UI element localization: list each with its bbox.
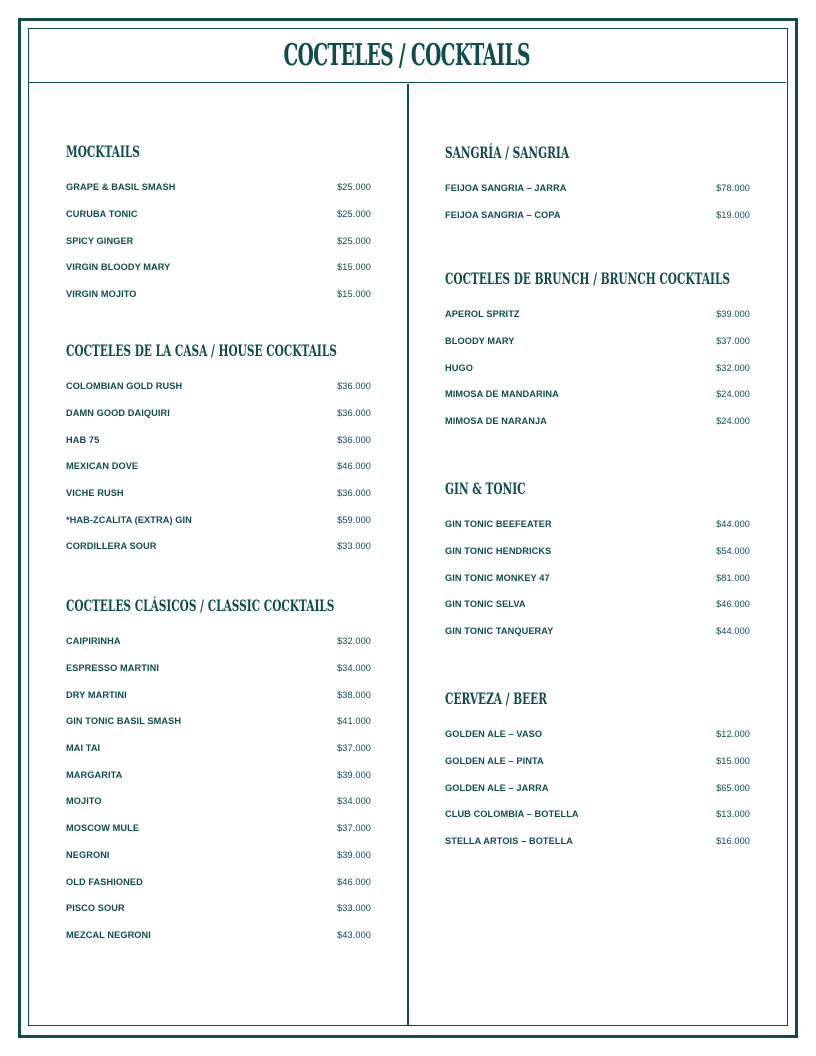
- menu-item: [445, 774, 750, 801]
- menu-item-price: $37.000: [716, 336, 750, 347]
- menu-item: [66, 628, 371, 655]
- menu-item-price: $37.000: [337, 743, 371, 754]
- menu-item-name: APEROL SPRITZ: [445, 309, 520, 320]
- menu-item: [66, 174, 371, 201]
- title-bar: [28, 28, 786, 83]
- menu-item-price: $24.000: [716, 389, 750, 400]
- section-title-gin-tonic: GIN & TONIC: [445, 479, 526, 498]
- menu-item-price: $54.000: [716, 546, 750, 557]
- menu-item-name: GIN TONIC HENDRICKS: [445, 546, 552, 557]
- menu-item-price: $81.000: [716, 572, 750, 583]
- menu-item-price: $33.000: [337, 903, 371, 914]
- menu-item-name: MAI TAI: [66, 743, 101, 754]
- item-list: [66, 373, 371, 560]
- menu-item-price: $65.000: [716, 782, 750, 793]
- menu-item: [66, 281, 371, 308]
- menu-item-name: MOJITO: [66, 796, 102, 807]
- menu-item: [66, 868, 371, 895]
- menu-item-name: MIMOSA DE NARANJA: [445, 416, 547, 427]
- menu-item-name: MARGARITA: [66, 769, 123, 780]
- section-title-beer: CERVEZA / BEER: [445, 689, 548, 708]
- menu-item-name: GIN TONIC MONKEY 47: [445, 572, 550, 583]
- menu-item-name: PISCO SOUR: [66, 903, 125, 914]
- menu-item-price: $19.000: [716, 210, 750, 221]
- menu-item: [445, 511, 750, 538]
- menu-item-price: $41.000: [337, 716, 371, 727]
- menu-item-price: $33.000: [337, 541, 371, 552]
- menu-item: [66, 201, 371, 228]
- menu-item-price: $15.000: [337, 262, 371, 273]
- menu-item-name: HAB 75: [66, 434, 100, 445]
- menu-item-name: ESPRESSO MARTINI: [66, 663, 159, 674]
- item-list: [445, 511, 750, 644]
- menu-item-price: $13.000: [716, 809, 750, 820]
- menu-item: [66, 373, 371, 400]
- menu-item: [66, 842, 371, 869]
- menu-item: [445, 618, 750, 645]
- menu-item: [66, 922, 371, 949]
- item-list: [445, 301, 750, 434]
- menu-item-price: $78.000: [716, 183, 750, 194]
- menu-item-price: $24.000: [716, 416, 750, 427]
- menu-item-name: VIRGIN MOJITO: [66, 289, 137, 300]
- menu-item: [445, 828, 750, 855]
- menu-item-name: GIN TONIC TANQUERAY: [445, 626, 554, 637]
- menu-item-price: $36.000: [337, 434, 371, 445]
- item-list: [66, 174, 371, 307]
- menu-item-name: DAMN GOOD DAIQUIRI: [66, 408, 170, 419]
- menu-item-price: $15.000: [337, 289, 371, 300]
- menu-item-name: HUGO: [445, 362, 473, 373]
- menu-item-price: $37.000: [337, 823, 371, 834]
- column-divider: [407, 84, 409, 1025]
- menu-item-name: GIN TONIC BASIL SMASH: [66, 716, 182, 727]
- menu-item-name: COLOMBIAN GOLD RUSH: [66, 381, 183, 392]
- menu-item-price: $34.000: [337, 796, 371, 807]
- section-beer: [445, 689, 750, 854]
- section-house-cocktails: [66, 341, 371, 560]
- menu-item-name: MOSCOW MULE: [66, 823, 140, 834]
- menu-item-price: $25.000: [337, 235, 371, 246]
- menu-item-price: $12.000: [716, 729, 750, 740]
- menu-item: [66, 480, 371, 507]
- menu-item-price: $25.000: [337, 209, 371, 220]
- menu-item-price: $36.000: [337, 488, 371, 499]
- menu-item-name: OLD FASHIONED: [66, 876, 143, 887]
- menu-item-name: NEGRONI: [66, 849, 110, 860]
- menu-item-name: CLUB COLOMBIA – BOTELLA: [445, 809, 579, 820]
- section-sangria: [445, 143, 750, 228]
- menu-item-price: $46.000: [337, 461, 371, 472]
- menu-item: [66, 681, 371, 708]
- menu-item: [66, 655, 371, 682]
- menu-item-name: GIN TONIC SELVA: [445, 599, 526, 610]
- menu-item: [66, 254, 371, 281]
- menu-item-name: CORDILLERA SOUR: [66, 541, 157, 552]
- menu-item-price: $16.000: [716, 836, 750, 847]
- menu-item: [445, 538, 750, 565]
- menu-item: [445, 591, 750, 618]
- menu-item: [445, 354, 750, 381]
- menu-item-name: CAIPIRINHA: [66, 636, 121, 647]
- section-classic-cocktails: [66, 596, 371, 948]
- item-list: [66, 628, 371, 948]
- section-title-mocktails: MOCKTAILS: [66, 142, 140, 161]
- menu-item: [445, 564, 750, 591]
- menu-item-name: DRY MARTINI: [66, 689, 127, 700]
- menu-item-price: $59.000: [337, 514, 371, 525]
- menu-item-price: $46.000: [716, 599, 750, 610]
- menu-item: [445, 801, 750, 828]
- menu-item-price: $39.000: [337, 769, 371, 780]
- menu-item-price: $39.000: [337, 849, 371, 860]
- section-title-classic-cocktails: COCTELES CLÁSICOS / CLASSIC COCKTAILS: [66, 596, 335, 615]
- section-title-brunch-cocktails: COCTELES DE BRUNCH / BRUNCH COCKTAILS: [445, 269, 731, 288]
- menu-item-name: GOLDEN ALE – VASO: [445, 729, 543, 740]
- section-brunch-cocktails: [445, 269, 750, 434]
- item-list: [445, 175, 750, 228]
- menu-item: [66, 815, 371, 842]
- menu-item-name: STELLA ARTOIS – BOTELLA: [445, 836, 574, 847]
- menu-item-price: $34.000: [337, 663, 371, 674]
- menu-item-name: *HAB-ZCALITA (EXTRA) GIN: [66, 514, 192, 525]
- menu-item-price: $39.000: [716, 309, 750, 320]
- page-title: COCTELES / COCKTAILS: [283, 37, 531, 73]
- menu-item-price: $38.000: [337, 689, 371, 700]
- menu-item-price: $36.000: [337, 408, 371, 419]
- menu-item: [445, 175, 750, 202]
- menu-item-price: $25.000: [337, 182, 371, 193]
- menu-item: [66, 453, 371, 480]
- menu-item: [445, 721, 750, 748]
- menu-item-name: GRAPE & BASIL SMASH: [66, 182, 176, 193]
- menu-item-price: $36.000: [337, 381, 371, 392]
- section-title-sangria: SANGRÍA / SANGRIA: [445, 143, 570, 162]
- menu-item-name: GOLDEN ALE – PINTA: [445, 756, 544, 767]
- menu-item: [66, 708, 371, 735]
- menu-item-name: VICHE RUSH: [66, 488, 124, 499]
- menu-item-name: GOLDEN ALE – JARRA: [445, 782, 549, 793]
- menu-item: [445, 381, 750, 408]
- section-title-house-cocktails: COCTELES DE LA CASA / HOUSE COCKTAILS: [66, 341, 337, 360]
- menu-item-name: FEIJOA SANGRIA – COPA: [445, 210, 561, 221]
- menu-item: [66, 788, 371, 815]
- menu-item: [66, 227, 371, 254]
- menu-item-name: GIN TONIC BEEFEATER: [445, 519, 552, 530]
- menu-item: [445, 301, 750, 328]
- item-list: [445, 721, 750, 854]
- menu-item-name: MEZCAL NEGRONI: [66, 929, 151, 940]
- menu-item-price: $32.000: [337, 636, 371, 647]
- menu-item: [66, 426, 371, 453]
- menu-item: [66, 400, 371, 427]
- menu-item-price: $46.000: [337, 876, 371, 887]
- section-mocktails: [66, 142, 371, 307]
- menu-item-price: $44.000: [716, 626, 750, 637]
- menu-item-name: SPICY GINGER: [66, 235, 134, 246]
- menu-item: [66, 761, 371, 788]
- menu-item-name: FEIJOA SANGRIA – JARRA: [445, 183, 567, 194]
- menu-item: [66, 533, 371, 560]
- menu-item: [66, 735, 371, 762]
- menu-item: [445, 748, 750, 775]
- menu-item-name: CURUBA TONIC: [66, 209, 138, 220]
- menu-item: [445, 328, 750, 355]
- menu-item-price: $15.000: [716, 756, 750, 767]
- menu-item: [66, 895, 371, 922]
- menu-item: [445, 202, 750, 229]
- menu-item: [445, 408, 750, 435]
- section-gin-tonic: [445, 479, 750, 644]
- menu-item-price: $43.000: [337, 929, 371, 940]
- menu-item-name: MEXICAN DOVE: [66, 461, 139, 472]
- menu-item-name: BLOODY MARY: [445, 336, 515, 347]
- menu-item-name: MIMOSA DE MANDARINA: [445, 389, 559, 400]
- menu-item-price: $44.000: [716, 519, 750, 530]
- menu-item: [66, 506, 371, 533]
- menu-item-name: VIRGIN BLOODY MARY: [66, 262, 171, 273]
- menu-item-price: $32.000: [716, 362, 750, 373]
